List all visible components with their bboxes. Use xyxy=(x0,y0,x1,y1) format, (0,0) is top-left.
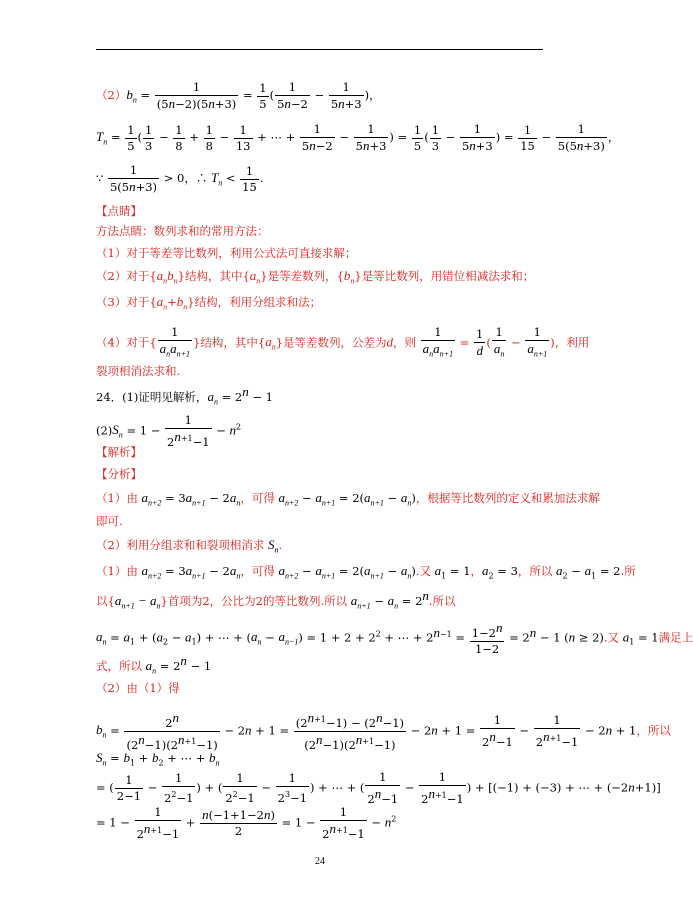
method-title: 方法点睛：数列求和的常用方法： xyxy=(96,224,269,238)
method-item-2: （2）对于$\{a_nb_n\}$结构，其中$\{a_n\}$是等差数列，$\{b_n\}$是等比数列，用错位相减法求和； xyxy=(96,268,535,286)
solution-1-conclusion: 式，所以 $a_n = 2^n - 1$ xyxy=(96,653,212,676)
method-item-1: （1）对于等差等比数列，利用公式法可直接求解； xyxy=(96,246,357,260)
line-bn-definition: $(2)b_n$ = $\frac{1}{(5n-2)(5n+3)}$ = $\frac{1}{5}$ ( $\frac{1}{5n-2}$ − $\frac{1}{5n+3}$ )， xyxy=(96,80,381,111)
header-rule xyxy=(96,49,543,50)
line-tn-sum: $T_n$ = $\frac{1}{5}$ ( $\frac{1}{3}$ − $\frac{1}{8}$ + $\frac{1}{8}$ − $\frac{1}{13}$ + ⋯ + $\frac{1}{5n-2}$ − $\frac{1}{5n+3}$ ) = $\frac{1}{5}$ ( $\frac{1}{3}$ − $\frac{1}{5n+3}$ ) = $\frac{1}{15}$ − $\frac{1}{5(5n+3)}$ ， xyxy=(96,122,620,153)
method-item-4: （4）对于{ 1 $a_na_{n+1}$ }结构，其中$\{a_n\}$是等差数列，公差为d，则 1 $a_na_{n+1}$ = $\frac{1}{d}$ ( $\frac{1}{a_n}$ − $\frac{1}{a_{n+1}}$ )，利用 xyxy=(96,325,590,359)
answer-24-part1: 24．(1)证明见解析，$a_n = 2^n - 1$ xyxy=(96,384,273,407)
method-item-4-cont: 裂项相消法求和. xyxy=(96,364,181,378)
solution-1-line1: （1）由 $a_{n+2} = 3a_{n+1} - 2a_n$，可得 $a_{n+2} - a_{n+1} = 2(a_{n+1} - a_n)$.又 $a_1 = 1$，$a_2 = 3$，所以 $a_2 - a_1 = 2$.所 xyxy=(96,563,636,581)
page-number: 24 xyxy=(315,856,325,867)
solution-2-expansion: = ( $\frac{1}{2-1}$ − $\frac{1}{2^2-1}$ ) + ( $\frac{1}{2^2-1}$ − $\frac{1}{2^3-1}$ ) + ⋯ + ( $\frac{1}{2^n-1}$ − $\frac{1}{2^{n+1}-1}$ ) + [(−1) + (−3) + ⋯ + (−2n+1)] xyxy=(96,770,661,806)
line-tn-inequality: ∵ $\frac{1}{5(5n+3)}$ > 0，∴ $T_n$ < $\frac{1}{15}$ . xyxy=(96,163,264,194)
solution-1-sum: $a_n = a_1 + (a_2 - a_1)$ + ⋯ + $(a_n - a_{n-1}) = 1 + 2 + 2^2$ + ⋯ + $2^{n-1}$ = $\frac{1-2^n}{1-2}$ = $2^n - 1$ (n ≥ 2).又 $a_1 = 1$满足上 xyxy=(96,620,693,656)
solution-1-line2: 以$\{a_{n+1} - a_n\}$首项为2，公比为2的等比数列.所以 $a_{n+1} - a_n = 2^n$.所以 xyxy=(96,588,456,611)
method-item-3: （3）对于$\{a_n+b_n\}$结构，利用分组求和法； xyxy=(96,294,322,312)
solution-2-intro: （2）由（1）得 xyxy=(96,681,180,695)
analysis-1-cont: 即可. xyxy=(96,514,123,528)
solution-2-sn: $S_n = b_1 + b_2$ + ⋯ + $b_n$ xyxy=(96,750,220,768)
section-jiexi: 【解析】 xyxy=(96,445,142,459)
section-dianjing: 【点睛】 xyxy=(96,204,142,218)
analysis-2: （2）利用分组求和和裂项相消求 $S_n$. xyxy=(96,537,283,555)
section-fenxi: 【分析】 xyxy=(96,467,142,481)
formula-text-alternatives xyxy=(0,0,1,1)
answer-24-part2: $(2)S_n = 1$ − $\frac{1}{2^{n+1}-1}$ − $n^2$ xyxy=(96,413,242,449)
solution-2-result: = 1 − $\frac{1}{2^{n+1}-1}$ + $\frac{n(-1+1-2n)}{2}$ = 1 − $\frac{1}{2^{n+1}-1}$ − $n^2$ xyxy=(96,805,397,841)
solution-2-bn: $b_n$ = $\frac{2^n}{(2^n-1)(2^{n+1}-1)}$ − 2n + 1 = $\frac{(2^{n+1}-1) - (2^n-1)}{(2^n-1)(2^{n+1}-1)}$ − 2n + 1 = $\frac{1}{2^n-1}$ − $\frac{1}{2^{n+1}-1}$ − 2n + 1，所以 xyxy=(96,710,671,752)
analysis-1: （1）由 $a_{n+2} = 3a_{n+1} - 2a_n$，可得 $a_{n+2} - a_{n+1} = 2(a_{n+1} - a_n)$，根据等比数列的定义和累加法求解 xyxy=(96,490,600,508)
